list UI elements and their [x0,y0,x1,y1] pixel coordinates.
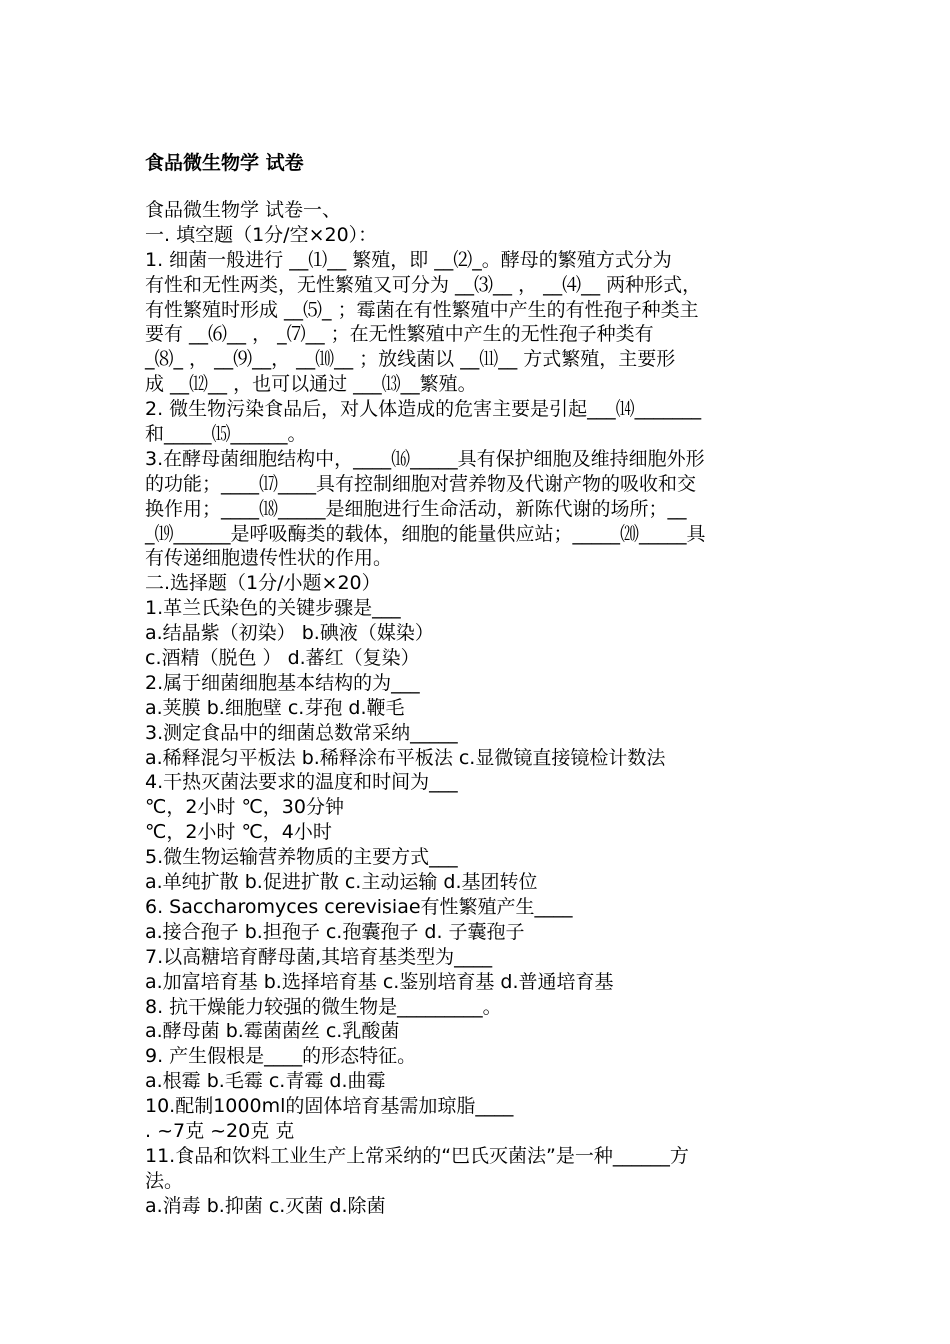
text-line: 食品微生物学 试卷一、 [145,199,342,221]
question-line: 4.干热灭菌法要求的温度和时间为___ [145,771,458,794]
options-line: a.接合孢子 b.担孢子 c.孢囊孢子 d. 子囊孢子 [145,920,525,943]
text-line: 成 __⑿__ ，也可以通过 ___⒀__繁殖。 [145,373,477,396]
question-line: 11.食品和饮料工业生产上常采纳的“巴氏灭菌法”是一种______方 [145,1144,689,1167]
text-line: _⒆______是呼吸酶类的载体，细胞的能量供应站；_____⒇_____具 [145,522,706,545]
section-heading-fill-in: 一. 填空题（1分/空×20）： [145,223,378,246]
options-line: . ~7克 ~20克 克 [145,1119,295,1142]
options-line: ℃，2小时 ℃，30分钟 [145,796,344,819]
document-body [145,198,810,1219]
options-line: a.荚膜 b.细胞壁 c.芽孢 d.鞭毛 [145,696,405,719]
text-line: 和_____⒂______。 [145,423,307,446]
options-line: a.稀释混匀平板法 b.稀释涂布平板法 c.显微镜直接镜检计数法 [145,746,666,769]
text-line: 的功能；____⒄____具有控制细胞对营养物及代谢产物的吸收和交 [145,472,697,495]
options-line: a.单纯扩散 b.促进扩散 c.主动运输 d.基团转位 [145,871,538,894]
question-line: 1.革兰氏染色的关键步骤是___ [145,597,401,620]
text-line: 换作用；____⒅_____是细胞进行生命活动，新陈代谢的场所；__ [145,497,687,520]
question-line: 7.以高糖培育酵母菌,其培育基类型为____ [145,945,493,968]
text-line: 3.在酵母菌细胞结构中，____⒃_____具有保护细胞及维持细胞外形 [145,447,705,470]
options-line: a.结晶紫（初染） b.碘液（媒染） [145,622,434,645]
text-line: _⑻_ ， __⑼__， __⑽__ ；放线菌以 __⑾__ 方式繁殖，主要形 [145,348,676,371]
document-title: 食品微生物学 试卷 [145,152,304,174]
question-line: 5.微生物运输营养物质的主要方式___ [145,846,458,869]
text-line: 有传递细胞遗传性状的作用。 [145,547,393,570]
options-line: a.消毒 b.抑菌 c.灭菌 d.除菌 [145,1194,386,1217]
question-line: 6. Saccharomyces cerevisiae有性繁殖产生____ [145,895,573,918]
question-line: 10.配制1000ml的固体培育基需加琼脂____ [145,1095,514,1118]
question-line: 8. 抗干燥能力较强的微生物是_________。 [145,995,502,1018]
text-line: 有性繁殖时形成 __⑸_ ；霉菌在有性繁殖中产生的有性孢子种类主 [145,298,699,321]
question-line: 3.测定食品中的细菌总数常采纳_____ [145,721,458,744]
text-line: 1. 细菌一般进行 __⑴__ 繁殖，即 __⑵_。酵母的繁殖方式分为 [145,248,672,271]
question-line: 法。 [145,1169,184,1192]
text-line: 要有 __⑹__ ， _⑺__ ；在无性繁殖中产生的无性孢子种类有 [145,323,654,346]
text-line: 有性和无性两类，无性繁殖又可分为 __⑶__ ， __⑷__ 两种形式， [145,273,702,296]
question-line: 2.属于细菌细胞基本结构的为___ [145,671,420,694]
options-line: a.根霉 b.毛霉 c.青霉 d.曲霉 [145,1070,386,1093]
options-line: c.酒精（脱色 ） d.蕃红（复染） [145,647,420,670]
question-line: 9. 产生假根是____的形态特征。 [145,1045,417,1068]
section-heading-multiple-choice: 二.选择题（1分/小题×20） [145,572,381,595]
text-line: 2. 微生物污染食品后，对人体造成的危害主要是引起___⒁_______ [145,398,702,421]
options-line: a.加富培育基 b.选择培育基 c.鉴别培育基 d.普通培育基 [145,970,614,993]
options-line: ℃，2小时 ℃，4小时 [145,821,332,844]
options-line: a.酵母菌 b.霉菌菌丝 c.乳酸菌 [145,1020,400,1043]
